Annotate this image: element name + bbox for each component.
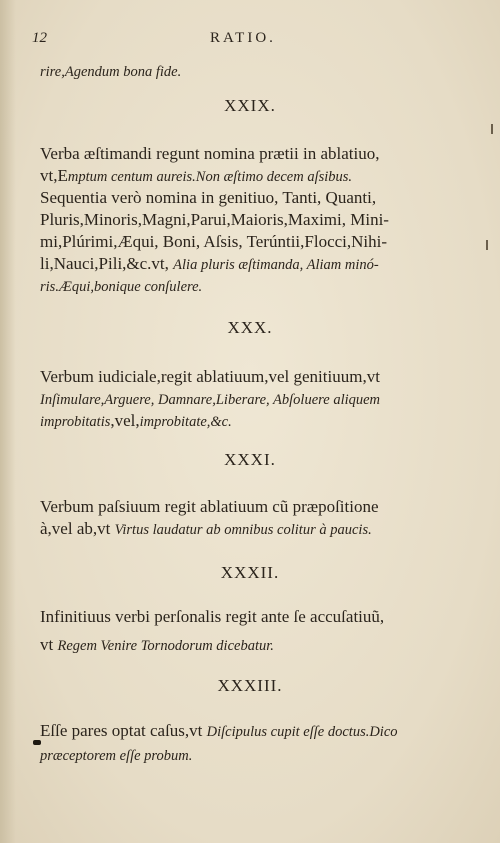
text-line <box>40 209 480 231</box>
roman-text: Verbum iudiciale,regit ablatiuum,vel genitiuum,vt <box>40 367 380 386</box>
italic-example: mptum centum aureis.Non æſtimo decem aſsibus. <box>67 169 353 185</box>
text-line <box>40 720 480 743</box>
text-line <box>40 410 480 433</box>
text-line <box>40 275 480 298</box>
roman-text: Pluris,Minoris,Magni,Parui,Maioris,Maximi, Mini- <box>40 210 389 229</box>
text-line <box>40 253 480 276</box>
roman-text: vt <box>40 635 58 654</box>
italic-example: rire, <box>40 64 65 80</box>
text-line <box>40 165 480 188</box>
roman-text: Verba æſtimandi regunt nomina prætii in ablatiuo, <box>40 144 380 163</box>
section-number: XXXII. <box>220 563 280 582</box>
roman-text: Verbum paſsiuum regit ablatiuum cũ præpoſitione <box>40 497 379 516</box>
italic-example: Regem Venire Tornodorum dicebatur. <box>57 638 274 654</box>
italic-example: Inſimulare,Arguere, Damnare,Liberare, Abſoluere aliquem <box>40 392 381 408</box>
roman-text: à,vel ab,vt <box>40 519 115 538</box>
text-line <box>40 231 480 253</box>
text-line <box>40 634 480 657</box>
roman-text: Infinitiuus verbi perſonalis regit ante ſe accuſatiuũ, <box>40 607 385 626</box>
roman-text: li,Nauci,Pili,&c.vt, <box>40 254 174 273</box>
margin-bullet-mark <box>33 740 41 745</box>
text-line <box>40 366 480 388</box>
text-line <box>40 187 480 209</box>
text-line <box>40 518 480 541</box>
text-line <box>40 606 480 628</box>
running-title: RATIO. <box>210 30 276 46</box>
text-line <box>40 60 480 83</box>
italic-example: Virtus laudatur ab omnibus colitur à paucis. <box>114 522 372 538</box>
italic-example: Diſcipulus cupit eſſe doctus.Dico <box>206 724 398 740</box>
page-gutter-shadow <box>0 0 16 843</box>
italic-example: Alia pluris æſtimanda, Aliam minó- <box>173 257 379 273</box>
page-header <box>32 30 472 52</box>
text-line <box>40 388 480 411</box>
section-number: XXX. <box>227 318 273 337</box>
page-number: 12 <box>32 30 47 46</box>
section-number: XXIX. <box>224 96 276 115</box>
text-line <box>40 496 480 518</box>
text-line <box>40 143 480 165</box>
roman-text: mi,Plúrimi,Æqui, Boni, Aſsis, Terúntii,Flocci,Nihi- <box>40 232 388 251</box>
italic-example: præceptorem eſſe probum. <box>40 748 193 764</box>
italic-example: ris.Æqui,bonique conſulere. <box>40 279 203 295</box>
italic-example: improbitate,&c. <box>139 414 232 430</box>
italic-example: improbitatis <box>40 414 111 430</box>
text-line <box>40 744 480 767</box>
margin-tick-mark <box>491 124 493 134</box>
roman-text: ,vel, <box>110 411 140 430</box>
margin-tick-mark <box>486 240 488 250</box>
italic-example: Agendum bona fide. <box>64 64 182 80</box>
roman-text: vt,E <box>40 166 68 185</box>
roman-text: Sequentia verò nomina in genitiuo, Tanti, Quanti, <box>40 188 377 207</box>
roman-text: Eſſe pares optat caſus,vt <box>40 721 207 740</box>
section-number: XXXIII. <box>217 676 283 695</box>
section-number: XXXI. <box>224 450 276 469</box>
